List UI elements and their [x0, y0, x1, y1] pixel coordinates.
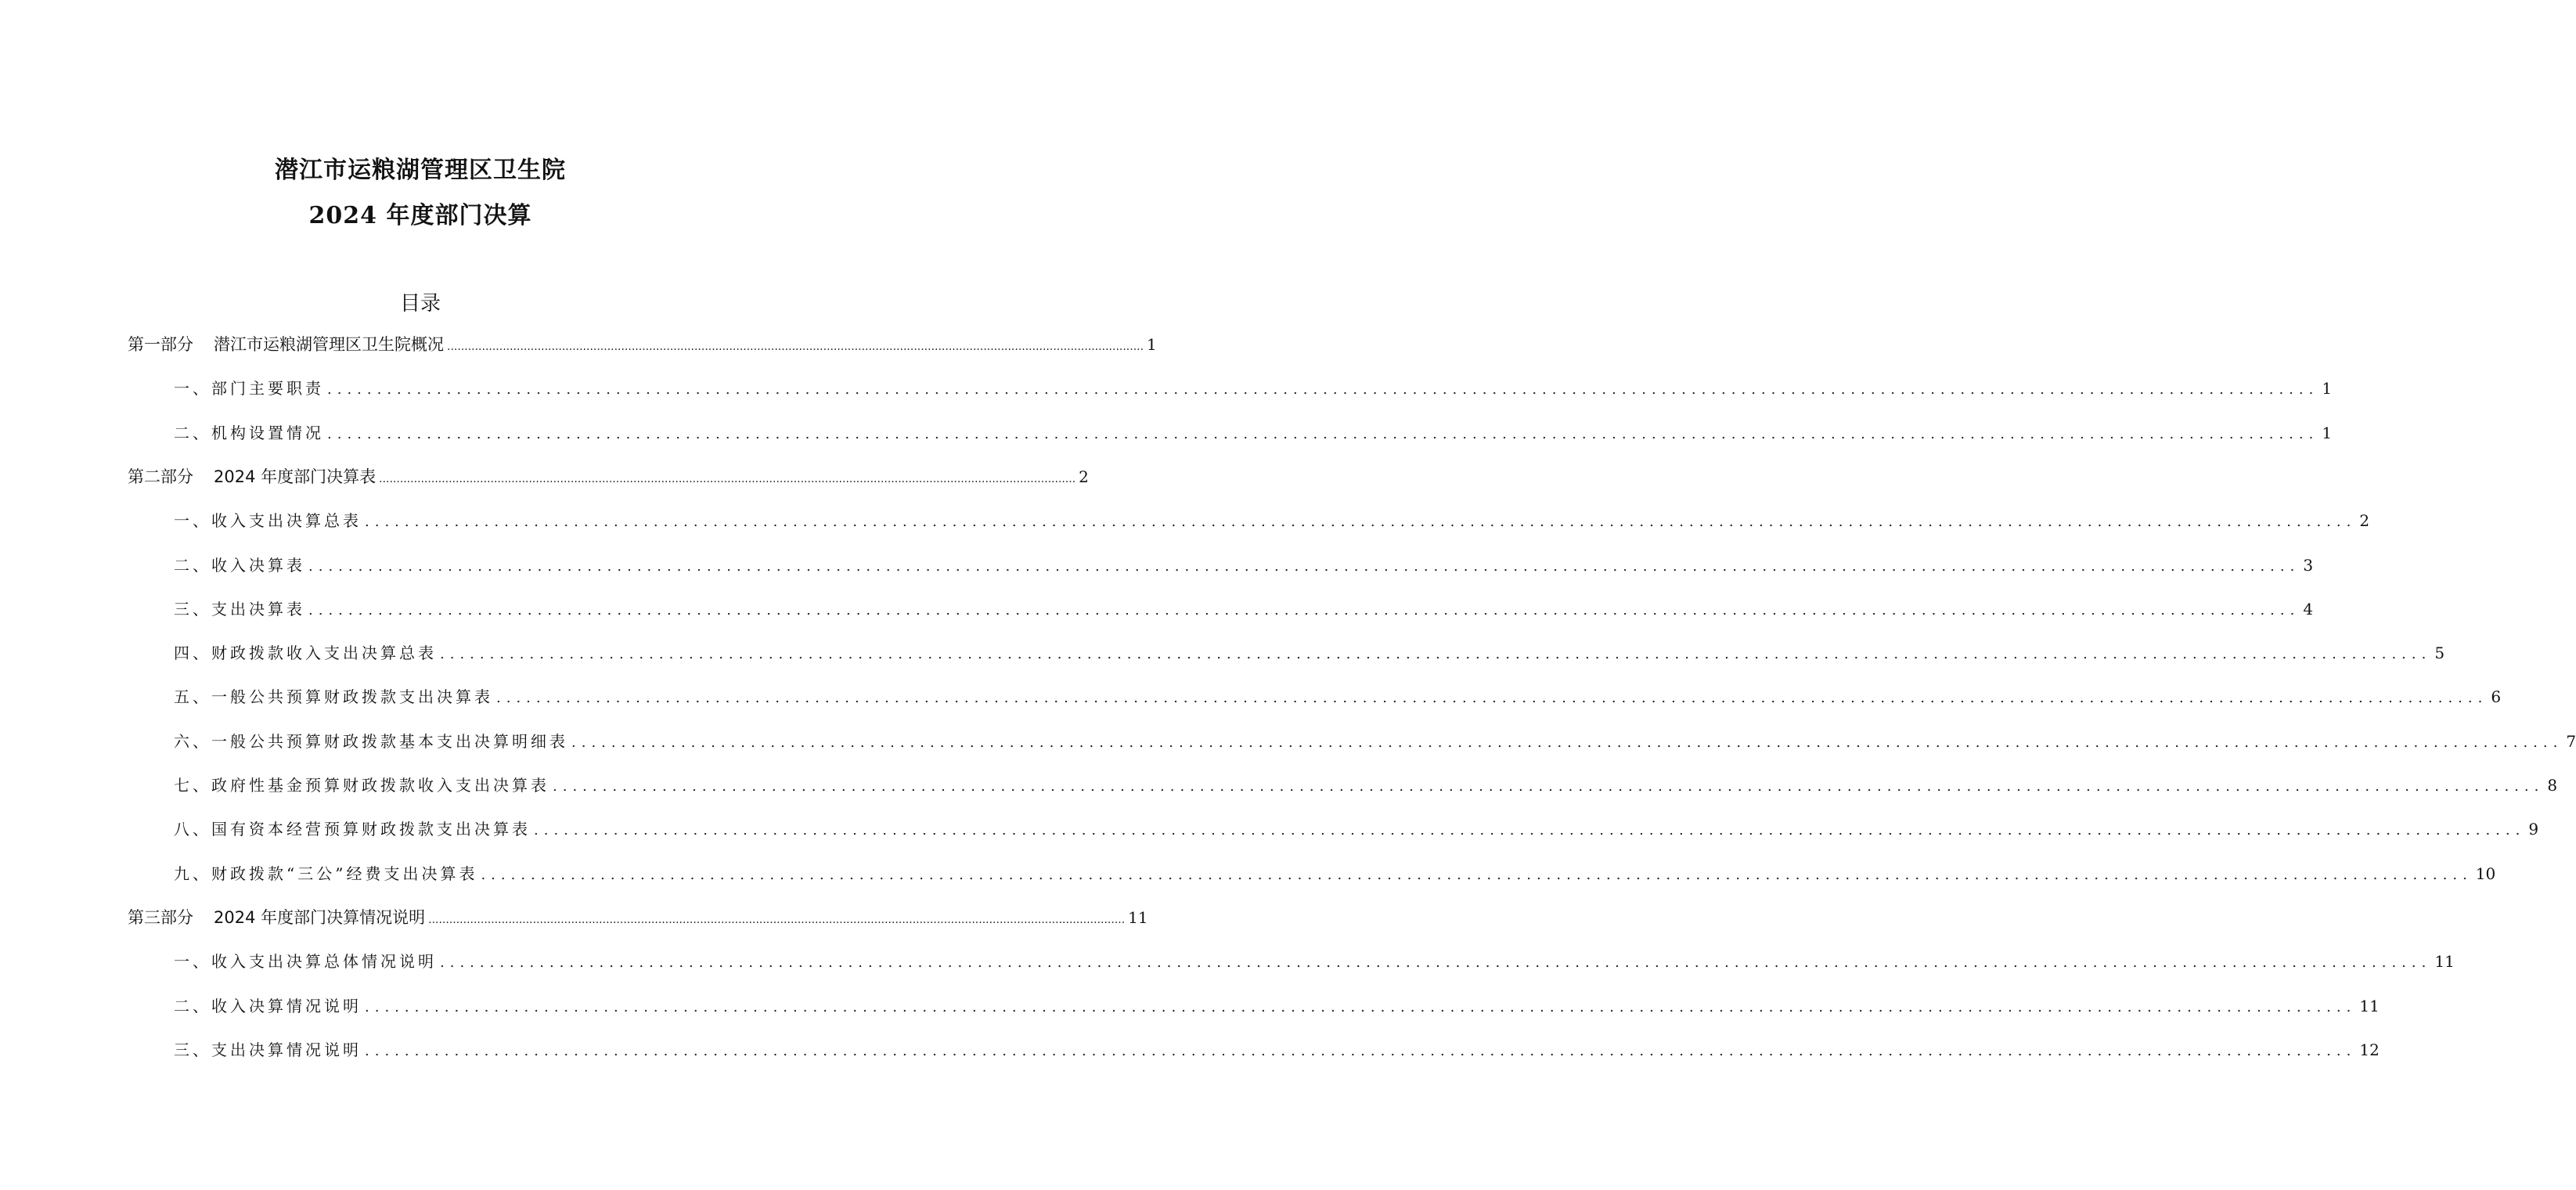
- toc-dot-leader: ........................................................................................................................................................................................................: [365, 514, 2357, 530]
- document-title: 潜江市运粮湖管理区卫生院: [275, 157, 566, 184]
- toc-item-entry[interactable]: [174, 1037, 2380, 1062]
- toc-page-number: 6: [2491, 687, 2502, 706]
- toc-item-entry[interactable]: [174, 817, 2539, 842]
- toc-item-entry[interactable]: [174, 729, 2576, 754]
- toc-page-number: 1: [2322, 379, 2333, 398]
- toc-heading: 目录: [399, 292, 441, 316]
- toc-page-number: 8: [2547, 776, 2558, 795]
- toc-dot-leader: ........................................................................................................................................................................................................: [308, 602, 2300, 618]
- toc-dot-leader: ........................................................................................................................................................................................................: [379, 473, 1076, 485]
- toc-entry-label: [128, 905, 425, 930]
- toc-dot-leader: ........................................................................................................................................................................................................: [553, 778, 2545, 795]
- toc-part-prefix: 第一部分: [128, 335, 193, 354]
- toc-item-entry[interactable]: [174, 684, 2502, 709]
- toc-dot-leader: ........................................................................................................................................................................................................: [440, 954, 2432, 971]
- toc-item-entry[interactable]: [174, 640, 2445, 665]
- toc-item-entry[interactable]: [174, 861, 2496, 886]
- toc-page-number: 3: [2303, 556, 2314, 575]
- toc-entry-label: 五、一般公共预算财政拨款支出决算表: [174, 687, 493, 706]
- toc-part-entry[interactable]: [128, 332, 1157, 357]
- toc-entry-label: 二、收入决算表: [174, 556, 305, 575]
- toc-part-title: 2024 年度部门决算表: [214, 467, 376, 486]
- toc-dot-leader: ........................................................................................................................................................................................................: [447, 341, 1144, 353]
- toc-part-entry[interactable]: [128, 464, 1089, 489]
- toc-page-number: 9: [2528, 820, 2539, 838]
- toc-dot-leader: ........................................................................................................................................................................................................: [308, 558, 2300, 575]
- toc-entry-label: 三、支出决算情况说明: [174, 1040, 362, 1059]
- toc-page-number: 2: [1079, 467, 1089, 486]
- toc-page-number: 2: [2359, 511, 2370, 530]
- toc-page-number: 10: [2475, 864, 2496, 883]
- toc-item-entry[interactable]: [174, 553, 2314, 578]
- toc-item-entry[interactable]: [174, 597, 2314, 622]
- toc-dot-leader: ........................................................................................................................................................................................................: [440, 646, 2432, 662]
- toc-part-title: 潜江市运粮湖管理区卫生院概况: [214, 335, 444, 354]
- toc-dot-leader: ........................................................................................................................................................................................................: [496, 690, 2488, 706]
- toc-item-entry[interactable]: [174, 773, 2558, 798]
- toc-page-number: 11: [1128, 908, 1148, 927]
- toc-dot-leader: ........................................................................................................................................................................................................: [327, 426, 2319, 442]
- toc-page-number: 4: [2303, 600, 2314, 618]
- document-subtitle: 2024 年度部门决算: [308, 202, 532, 229]
- toc-entry-label: 四、财政拨款收入支出决算总表: [174, 644, 437, 662]
- toc-part-entry[interactable]: [128, 905, 1148, 930]
- toc-item-entry[interactable]: [174, 993, 2380, 1019]
- toc-dot-leader: ........................................................................................................................................................................................................: [534, 822, 2526, 838]
- toc-page-number: 1: [1147, 335, 1157, 354]
- toc-entry-label: 三、支出决算表: [174, 600, 305, 618]
- toc-item-entry[interactable]: [174, 949, 2455, 974]
- toc-entry-label: [128, 332, 444, 357]
- toc-dot-leader: ........................................................................................................................................................................................................: [428, 914, 1126, 926]
- toc-dot-leader: ........................................................................................................................................................................................................: [571, 734, 2563, 751]
- toc-part-prefix: 第二部分: [128, 467, 193, 486]
- toc-dot-leader: ........................................................................................................................................................................................................: [481, 867, 2473, 883]
- toc-dot-leader: ........................................................................................................................................................................................................: [365, 1043, 2357, 1059]
- toc-entry-label: [128, 464, 376, 489]
- toc-item-entry[interactable]: [174, 376, 2333, 401]
- toc-entry-label: 一、收入支出决算总表: [174, 511, 362, 530]
- toc-part-prefix: 第三部分: [128, 908, 193, 927]
- toc-part-title: 2024 年度部门决算情况说明: [214, 908, 426, 927]
- toc-page-number: 7: [2566, 732, 2576, 751]
- toc-entry-label: 八、国有资本经营预算财政拨款支出决算表: [174, 820, 531, 838]
- toc-entry-label: 七、政府性基金预算财政拨款收入支出决算表: [174, 776, 549, 795]
- toc-dot-leader: ........................................................................................................................................................................................................: [327, 381, 2319, 398]
- toc-entry-label: 二、收入决算情况说明: [174, 997, 362, 1015]
- toc-entry-label: 九、财政拨款“三公”经费支出决算表: [174, 864, 478, 883]
- toc-dot-leader: ........................................................................................................................................................................................................: [365, 999, 2357, 1015]
- toc-entry-label: 一、收入支出决算总体情况说明: [174, 952, 437, 971]
- toc-item-entry[interactable]: [174, 420, 2333, 445]
- toc-entry-label: 一、部门主要职责: [174, 379, 324, 398]
- toc-page-number: 1: [2322, 424, 2333, 442]
- toc-item-entry[interactable]: [174, 508, 2370, 533]
- toc-page-number: 12: [2359, 1040, 2380, 1059]
- toc-entry-label: 六、一般公共预算财政拨款基本支出决算明细表: [174, 732, 568, 751]
- toc-page-number: 11: [2434, 952, 2455, 971]
- toc-entry-label: 二、机构设置情况: [174, 424, 324, 442]
- toc-page-number: 5: [2434, 644, 2445, 662]
- toc-page-number: 11: [2359, 997, 2380, 1015]
